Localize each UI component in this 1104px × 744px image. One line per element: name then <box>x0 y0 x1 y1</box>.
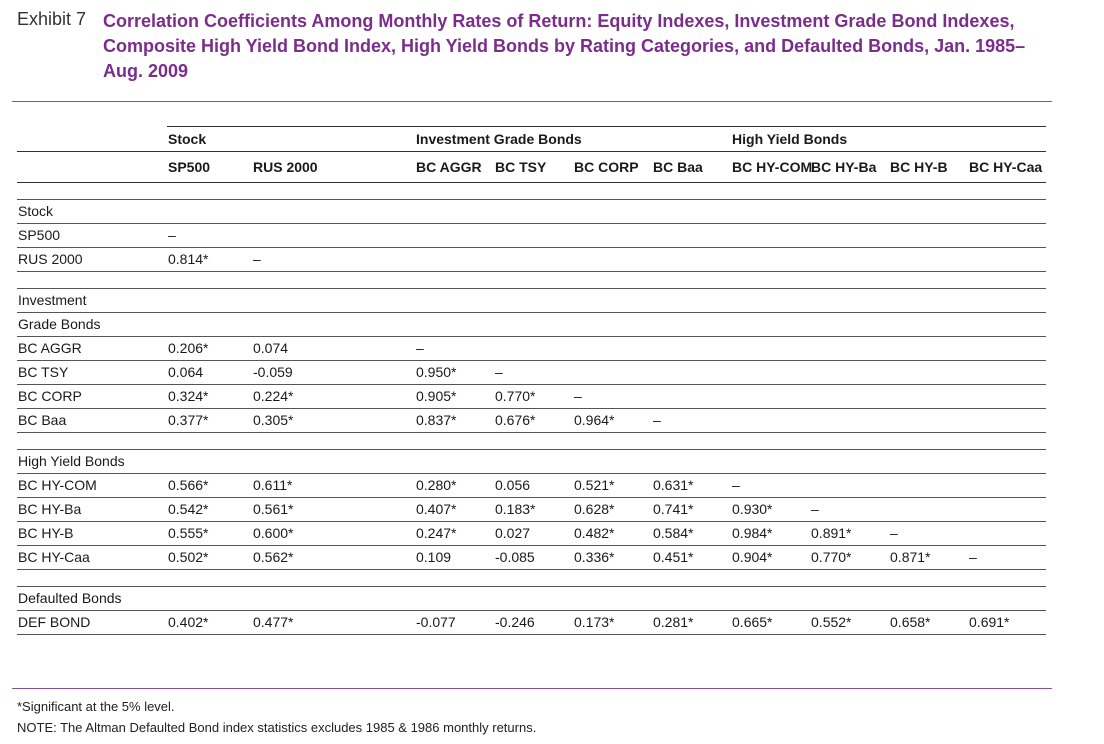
column-header: SP500 <box>167 151 252 182</box>
table-row <box>17 408 1046 432</box>
table-cell: 0.741* <box>652 497 731 521</box>
bottom-divider <box>12 688 1052 689</box>
table-cell: 0.183* <box>494 497 573 521</box>
table-cell: 0.305* <box>252 408 415 432</box>
section-label: Investment <box>17 288 1046 312</box>
table-row <box>17 497 1046 521</box>
section-label: High Yield Bonds <box>17 449 1046 473</box>
table-row <box>17 521 1046 545</box>
footnote-significance: *Significant at the 5% level. <box>17 699 175 714</box>
table-cell <box>889 223 968 247</box>
table-cell: – <box>968 545 1046 569</box>
table-cell <box>810 336 889 360</box>
table-cell <box>968 473 1046 497</box>
group-header-stock: Stock <box>167 127 415 152</box>
table-cell: 0.984* <box>731 521 810 545</box>
table-cell: – <box>167 223 252 247</box>
table-cell <box>652 247 731 271</box>
table-cell <box>968 521 1046 545</box>
table-cell <box>968 336 1046 360</box>
section-row-stock <box>17 199 1046 223</box>
table-cell: 0.665* <box>731 610 810 634</box>
table-cell: 0.905* <box>415 384 494 408</box>
column-header: BC TSY <box>494 151 573 182</box>
group-header-row <box>17 127 1046 152</box>
table-cell <box>810 473 889 497</box>
row-label: BC HY-Ba <box>17 497 167 521</box>
table-row <box>17 360 1046 384</box>
section-label: Defaulted Bonds <box>17 586 1046 610</box>
row-label: SP500 <box>17 223 167 247</box>
table-cell: 0.676* <box>494 408 573 432</box>
table-cell <box>731 408 810 432</box>
table-cell <box>968 223 1046 247</box>
correlation-table <box>17 126 1046 635</box>
table-cell: 0.542* <box>167 497 252 521</box>
table-cell: -0.246 <box>494 610 573 634</box>
table-cell <box>810 223 889 247</box>
table-cell: 0.027 <box>494 521 573 545</box>
table-cell: 0.658* <box>889 610 968 634</box>
table-cell: 0.224* <box>252 384 415 408</box>
group-header-high-yield: High Yield Bonds <box>731 127 1046 152</box>
table-cell <box>494 223 573 247</box>
table-cell <box>889 473 968 497</box>
section-label: Stock <box>17 199 1046 223</box>
table-cell <box>968 247 1046 271</box>
spacer-row <box>17 578 1046 587</box>
table-cell: 0.891* <box>810 521 889 545</box>
table-cell: 0.584* <box>652 521 731 545</box>
spacer-row <box>17 280 1046 289</box>
top-divider <box>12 101 1052 102</box>
table-cell <box>889 408 968 432</box>
spacer-row <box>17 182 1046 191</box>
table-cell <box>889 360 968 384</box>
section-row-defaulted <box>17 586 1046 610</box>
table-cell <box>573 360 652 384</box>
table-cell: 0.904* <box>731 545 810 569</box>
table-cell <box>968 408 1046 432</box>
table-cell <box>968 360 1046 384</box>
table-cell: 0.407* <box>415 497 494 521</box>
column-header: BC HY-COM <box>731 151 810 182</box>
table-cell: – <box>810 497 889 521</box>
spacer-row <box>17 271 1046 280</box>
table-cell <box>810 360 889 384</box>
table-row <box>17 223 1046 247</box>
table-cell: – <box>731 473 810 497</box>
row-label: BC Baa <box>17 408 167 432</box>
table-row <box>17 336 1046 360</box>
row-label: BC HY-Caa <box>17 545 167 569</box>
table-cell: – <box>573 384 652 408</box>
table-cell: -0.085 <box>494 545 573 569</box>
table-row <box>17 610 1046 634</box>
table-cell: 0.173* <box>573 610 652 634</box>
column-header: BC HY-B <box>889 151 968 182</box>
exhibit-label: Exhibit 7 <box>17 9 87 29</box>
table-cell: 0.109 <box>415 545 494 569</box>
table-cell: 0.600* <box>252 521 415 545</box>
table-cell: – <box>415 336 494 360</box>
row-label: BC TSY <box>17 360 167 384</box>
table-cell: 0.930* <box>731 497 810 521</box>
spacer-row <box>17 191 1046 200</box>
table-cell <box>573 247 652 271</box>
table-cell: 0.631* <box>652 473 731 497</box>
table-cell: 0.561* <box>252 497 415 521</box>
section-row-investment <box>17 288 1046 312</box>
column-header: BC HY-Ba <box>810 151 889 182</box>
table-cell: 0.064 <box>167 360 252 384</box>
table-cell <box>810 247 889 271</box>
table-cell: 0.206* <box>167 336 252 360</box>
table-cell: 0.628* <box>573 497 652 521</box>
table-body <box>17 182 1046 634</box>
spacer-row <box>17 569 1046 578</box>
table-cell: 0.377* <box>167 408 252 432</box>
table-cell: 0.611* <box>252 473 415 497</box>
table-cell: 0.837* <box>415 408 494 432</box>
column-header: BC HY-Caa <box>968 151 1046 182</box>
table-cell: 0.552* <box>810 610 889 634</box>
table-cell <box>810 408 889 432</box>
table-cell: 0.280* <box>415 473 494 497</box>
table-cell: 0.770* <box>810 545 889 569</box>
table-cell <box>652 336 731 360</box>
table-cell: – <box>889 521 968 545</box>
table-cell: -0.077 <box>415 610 494 634</box>
table-cell: 0.521* <box>573 473 652 497</box>
table-row <box>17 545 1046 569</box>
table-cell: 0.477* <box>252 610 415 634</box>
row-label: BC AGGR <box>17 336 167 360</box>
table-cell: 0.324* <box>167 384 252 408</box>
table-cell: 0.402* <box>167 610 252 634</box>
table-cell <box>652 384 731 408</box>
table-cell: – <box>252 247 415 271</box>
table-cell <box>889 497 968 521</box>
table-row <box>17 473 1046 497</box>
table-cell <box>968 497 1046 521</box>
table-cell: -0.059 <box>252 360 415 384</box>
table-cell <box>968 384 1046 408</box>
table-cell: 0.770* <box>494 384 573 408</box>
table-cell: 0.502* <box>167 545 252 569</box>
table-cell <box>494 247 573 271</box>
table-cell <box>494 336 573 360</box>
footnotes <box>17 696 536 738</box>
section-label: Grade Bonds <box>17 312 1046 336</box>
table-cell <box>731 247 810 271</box>
column-header-row <box>17 151 1046 182</box>
table-cell <box>731 384 810 408</box>
table-cell: 0.964* <box>573 408 652 432</box>
table-cell: – <box>494 360 573 384</box>
table-cell: 0.482* <box>573 521 652 545</box>
table-cell: 0.056 <box>494 473 573 497</box>
table-cell <box>889 247 968 271</box>
table-cell <box>415 223 494 247</box>
table-cell <box>731 360 810 384</box>
table-cell <box>252 223 415 247</box>
table-cell <box>415 247 494 271</box>
table-cell <box>889 384 968 408</box>
table-cell: 0.950* <box>415 360 494 384</box>
exhibit-title: Correlation Coefficients Among Monthly Rates of Return: Equity Indexes, Investment Grade Bond Indexes, Composite High Yield Bond Index, High Yield Bonds by Rating Categories, and Defaulted Bonds, Jan. 1985–Aug. 2009 <box>103 11 1026 81</box>
table-cell <box>731 336 810 360</box>
column-header-blank <box>17 151 167 182</box>
row-label: BC HY-B <box>17 521 167 545</box>
section-row-high-yield <box>17 449 1046 473</box>
table-cell <box>652 223 731 247</box>
section-row-grade-bonds <box>17 312 1046 336</box>
column-header: BC AGGR <box>415 151 494 182</box>
table-row <box>17 247 1046 271</box>
table-cell: 0.814* <box>167 247 252 271</box>
column-header: BC Baa <box>652 151 731 182</box>
row-label: BC HY-COM <box>17 473 167 497</box>
group-header-investment-grade: Investment Grade Bonds <box>415 127 731 152</box>
table-cell: – <box>652 408 731 432</box>
table-cell: 0.555* <box>167 521 252 545</box>
column-header: RUS 2000 <box>252 151 415 182</box>
table-cell: 0.566* <box>167 473 252 497</box>
table-cell <box>731 223 810 247</box>
table-cell <box>652 360 731 384</box>
table-cell: 0.691* <box>968 610 1046 634</box>
table-cell <box>573 336 652 360</box>
row-label: BC CORP <box>17 384 167 408</box>
table-cell: 0.336* <box>573 545 652 569</box>
table-cell: 0.074 <box>252 336 415 360</box>
table-cell <box>889 336 968 360</box>
table-row <box>17 384 1046 408</box>
table-cell: 0.871* <box>889 545 968 569</box>
table-cell: 0.247* <box>415 521 494 545</box>
column-header: BC CORP <box>573 151 652 182</box>
table-cell: 0.281* <box>652 610 731 634</box>
table-cell: 0.562* <box>252 545 415 569</box>
table-cell <box>810 384 889 408</box>
footnote-note: NOTE: The Altman Defaulted Bond index statistics excludes 1985 & 1986 monthly returns. <box>17 720 537 735</box>
spacer-row <box>17 441 1046 450</box>
table-cell <box>573 223 652 247</box>
table-cell: 0.451* <box>652 545 731 569</box>
spacer-row <box>17 432 1046 441</box>
row-label: DEF BOND <box>17 610 167 634</box>
row-label: RUS 2000 <box>17 247 167 271</box>
